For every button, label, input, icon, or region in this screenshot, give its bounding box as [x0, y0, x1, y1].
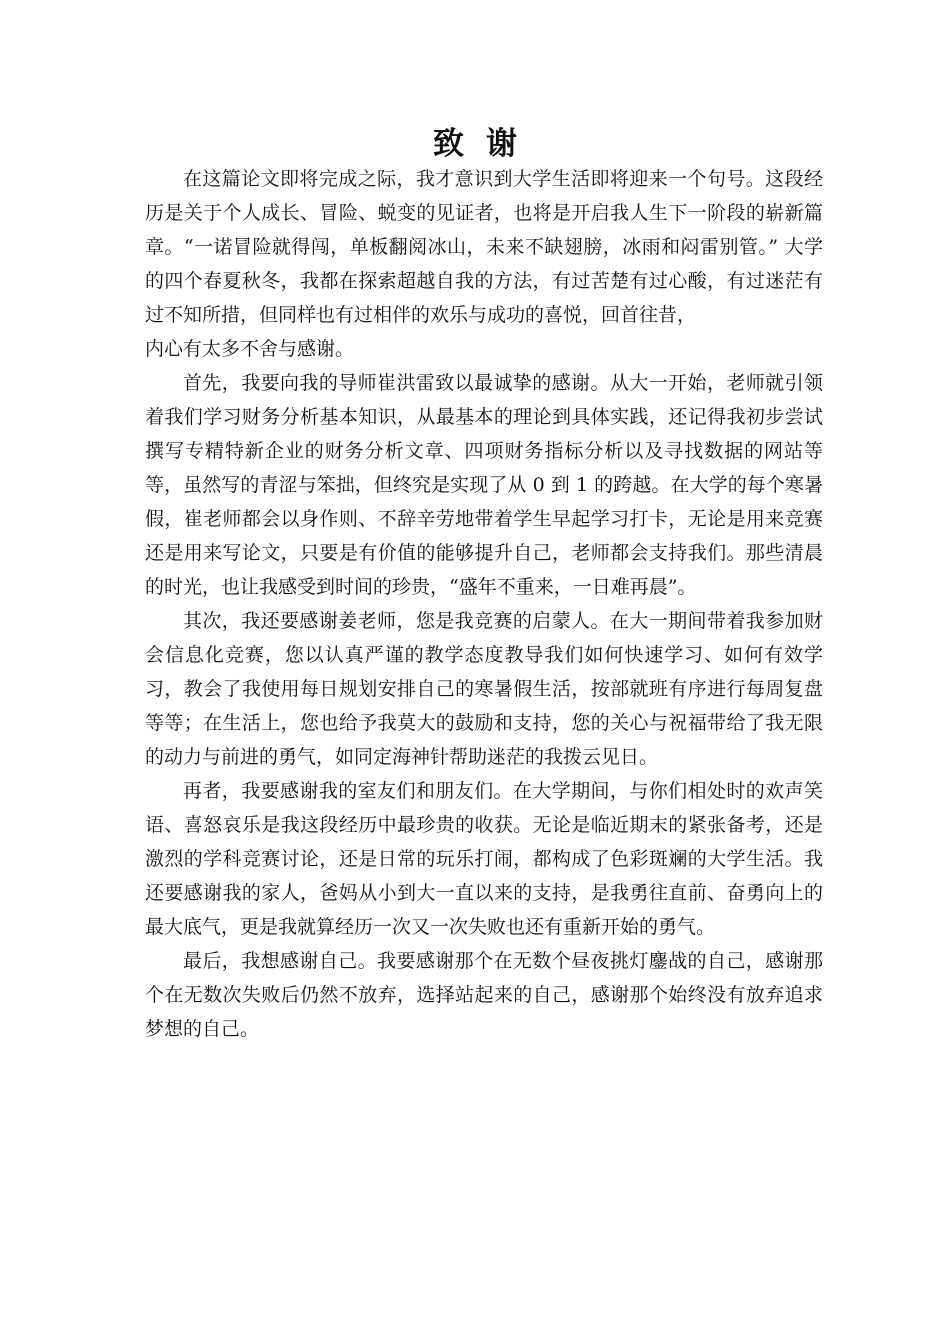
paragraph-self: 最后，我想感谢自己。我要感谢那个在无数个昼夜挑灯鏖战的自己，感谢那个在无数次失败后仍然不放弃，选择站起来的自己，感谢那个始终没有放弃追求梦想的自己。: [145, 950, 823, 1040]
acknowledgement-body: [145, 162, 823, 1046]
paragraph-advisor: 首先，我要向我的导师崔洪雷致以最诚挚的感谢。从大一开始，老师就引领着我们学习财务分析基本知识，从最基本的理论到具体实践，还记得我初步尝试撰写专精特新企业的财务分析文章、四项财务指标分析以及寻找数据的网站等等，虽然写的青涩与笨拙，但终究是实现了从 0 到 1 的跨越。在大学的每个寒暑假，崔老师都会以身作则、不辞辛劳地带着学生早起学习打卡，无论是用来竞赛还是用来写论文，只要是有价值的能够提升自己，老师都会支持我们。那些清晨的时光，也让我感受到时间的珍贵，“盛年不重来，一日难再晨”。: [145, 372, 823, 598]
paragraph-intro: 在这篇论文即将完成之际，我才意识到大学生活即将迎来一个句号。这段经历是关于个人成长、冒险、蜕变的见证者，也将是开启我人生下一阶段的崭新篇章。“一诺冒险就得闯，单板翻阅冰山，未来不缺翅膀，冰雨和闷雷别管。” 大学的四个春夏秋冬，我都在探索超越自我的方法，有过苦楚有过心酸，有过迷茫有过不知所措，但同样也有过相伴的欢乐与成功的喜悦，回首往昔， 内心有太多不舍与感谢。: [145, 168, 823, 360]
paragraph-friends-family: 再者，我要感谢我的室友们和朋友们。在大学期间，与你们相处时的欢声笑语、喜怒哀乐是我这段经历中最珍贵的收获。无论是临近期末的紧张备考，还是激烈的学科竞赛讨论，还是日常的玩乐打闹，都构成了色彩斑斓的大学生活。我还要感谢我的家人，爸妈从小到大一直以来的支持，是我勇往直前、奋勇向上的最大底气，更是我就算经历一次又一次失败也还有重新开始的勇气。: [145, 780, 823, 938]
paragraph-teacher-jiang: 其次，我还要感谢姜老师，您是我竞赛的启蒙人。在大一期间带着我参加财会信息化竞赛，您以认真严谨的教学态度教导我们如何快速学习、如何有效学习，教会了我使用每日规划安排自己的寒暑假生活，按部就班有序进行每周复盘等等；在生活上，您也给予我莫大的鼓励和支持，您的关心与祝福带给了我无限的动力与前进的勇气，如同定海神针帮助迷茫的我拨云见日。: [145, 610, 823, 768]
page-title: 致谢: [433, 126, 539, 162]
